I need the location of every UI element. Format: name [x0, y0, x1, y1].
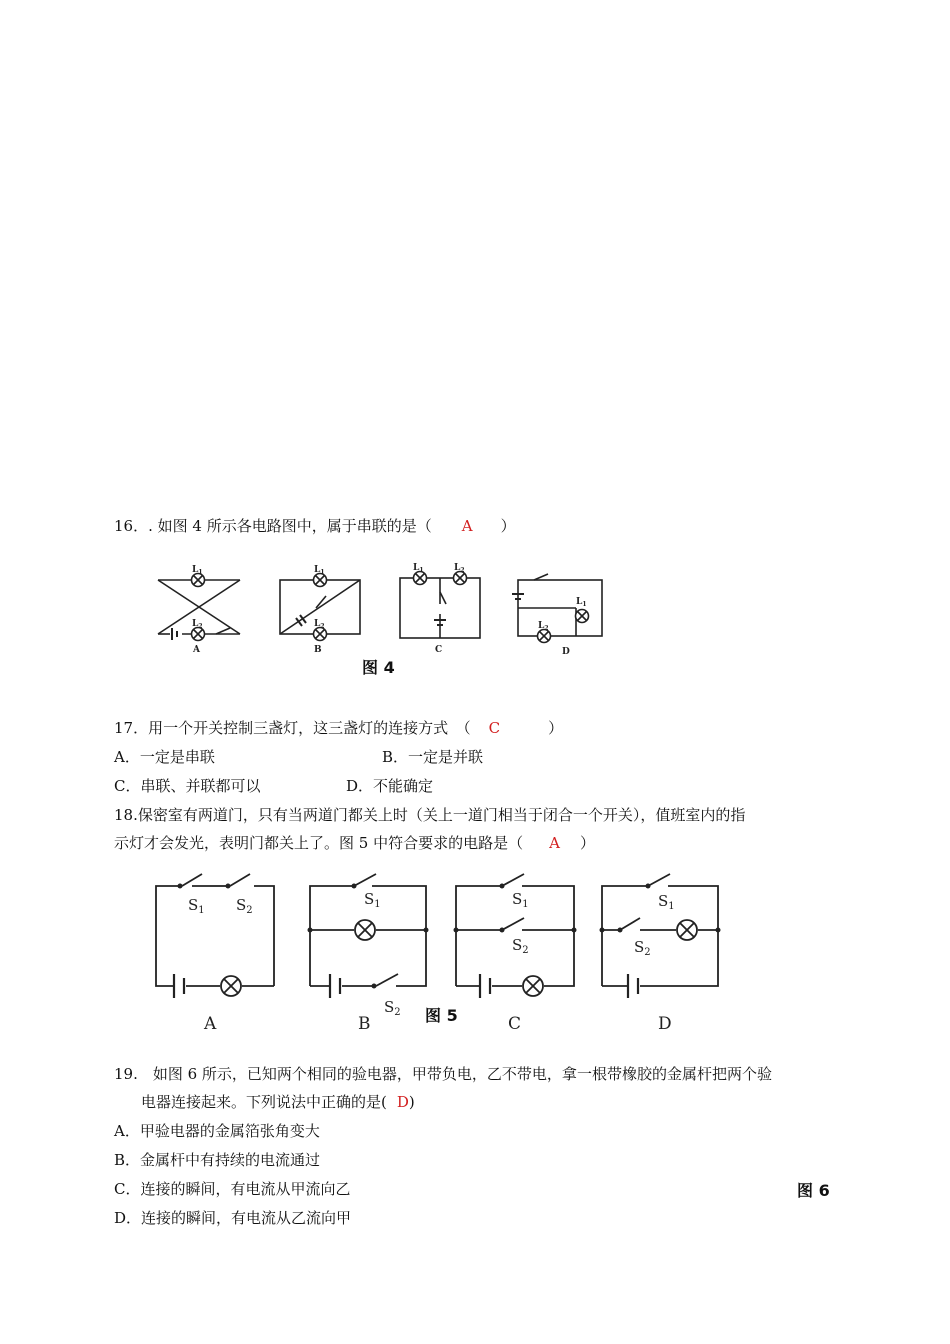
- q17-text: 17．用一个开关控制三盏灯，这三盏灯的连接方式 （: [114, 719, 471, 737]
- figure-6-caption: 图 6: [797, 1181, 830, 1200]
- label-5d: D: [658, 1014, 672, 1034]
- label-5b-s1: $S_1$: [364, 890, 381, 910]
- circuit-4b: [280, 574, 360, 641]
- circuit-4a: [158, 574, 240, 641]
- label-4a: A: [193, 645, 200, 655]
- q17-option-d: D．不能确定: [346, 777, 434, 795]
- label-5a-s2: $S_2$: [236, 896, 253, 916]
- label-4d-l2: $L_2$: [538, 621, 549, 632]
- q17-option-b: B．一定是并联: [382, 748, 484, 766]
- q16-answer: A: [461, 517, 473, 535]
- q16-text: 16．. 如图 4 所示各电路图中，属于串联的是（: [114, 517, 432, 535]
- q19-option-a: A．甲验电器的金属箔张角变大: [114, 1122, 320, 1140]
- q17-close: ）: [548, 719, 564, 737]
- label-4b: B: [314, 645, 322, 655]
- label-5c-s2: $S_2$: [512, 936, 529, 956]
- circuit-4c: [400, 572, 480, 639]
- label-5b-s2: $S_2$: [384, 998, 401, 1018]
- label-5c: C: [508, 1014, 522, 1034]
- q18-answer: A: [549, 834, 560, 852]
- label-4a-l2: $L_2$: [192, 619, 203, 630]
- label-4c-l2: $L_2$: [454, 563, 465, 574]
- q18-text: 示灯才会发光，表明门都关上了。图 5 中符合要求的电路是（: [114, 834, 524, 852]
- label-5b: B: [358, 1014, 371, 1034]
- q17-option-a: A．一定是串联: [114, 748, 215, 766]
- q19-option-b: B．金属杆中有持续的电流通过: [114, 1151, 321, 1169]
- q19-close: ): [408, 1093, 415, 1111]
- label-4d: D: [562, 647, 570, 657]
- q17-stem: [114, 718, 563, 738]
- label-4c: C: [435, 645, 443, 655]
- q18-stem-line2: [114, 833, 595, 853]
- q19-stem-line2: [141, 1092, 415, 1112]
- q19-option-c: C．连接的瞬间，有电流从甲流向乙: [114, 1180, 351, 1198]
- circuit-5a: [156, 874, 274, 998]
- label-4a-l1: $L_1$: [192, 565, 203, 576]
- label-5c-s1: $S_1$: [512, 890, 529, 910]
- q18-stem-line1: 18.保密室有两道门，只有当两道门都关上时（关上一道门相当于闭合一个开关），值班室内的指: [114, 806, 746, 824]
- figure-5-caption: 图 5: [425, 1006, 458, 1025]
- q17-answer: C: [488, 719, 501, 737]
- figure-4-caption: 图 4: [362, 658, 395, 677]
- label-5d-s1: $S_1$: [658, 892, 675, 912]
- label-4b-l2: $L_2$: [314, 619, 325, 630]
- q17-option-c: C．串联、并联都可以: [114, 777, 261, 795]
- circuit-4d: [512, 574, 602, 643]
- q16-stem: [114, 516, 516, 536]
- label-4c-l1: $L_1$: [413, 563, 424, 574]
- label-4b-l1: $L_1$: [314, 565, 325, 576]
- q19-stem-line1: 19. 如图 6 所示，已知两个相同的验电器，甲带负电，乙不带电，拿一根带橡胶的金属杆把两个验: [114, 1065, 772, 1083]
- figure-4-circuits: [130, 548, 620, 660]
- label-4d-l1: $L_1$: [576, 597, 587, 608]
- label-5a-s1: $S_1$: [188, 896, 205, 916]
- q18-close: ）: [579, 834, 595, 852]
- label-5a: A: [204, 1014, 217, 1034]
- q19-text: 电器连接起来。下列说法中正确的是(: [141, 1093, 387, 1111]
- q16-close: ）: [500, 517, 516, 535]
- q19-option-d: D．连接的瞬间，有电流从乙流向甲: [114, 1209, 352, 1227]
- label-5d-s2: $S_2$: [634, 938, 651, 958]
- q19-answer: D: [396, 1093, 409, 1111]
